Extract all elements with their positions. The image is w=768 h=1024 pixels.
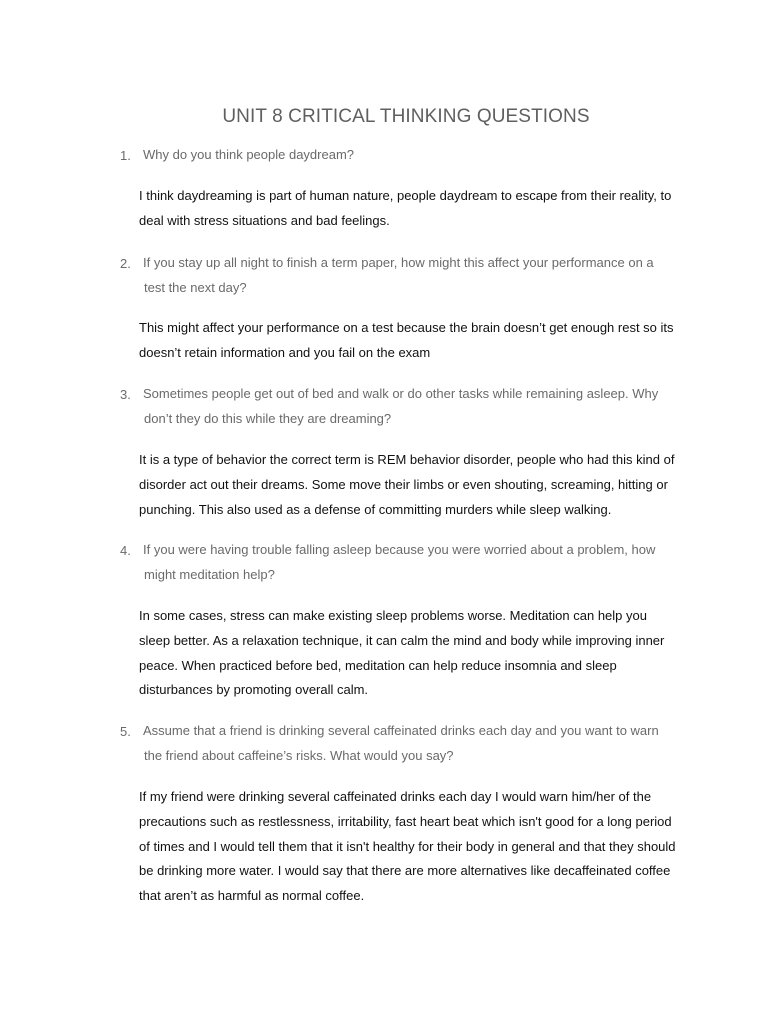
question-line: If you stay up all night to finish a term paper, how might this affect your performance on a xyxy=(143,255,654,270)
question-number: 1. xyxy=(120,148,131,163)
answer-line: disorder act out their dreams. Some move their limbs or even shouting, screaming, hitting or xyxy=(139,476,668,492)
question-line: Why do you think people daydream? xyxy=(143,147,355,162)
question-text xyxy=(143,719,673,768)
page-title: UNIT 8 CRITICAL THINKING QUESTIONS xyxy=(222,106,590,127)
answer-line: that aren’t as harmful as normal coffee. xyxy=(139,888,365,904)
answer-line: of times and I would tell them that it isn't healthy for their body in general and that they should xyxy=(139,838,676,854)
answer-line: disturbances by promoting overall calm. xyxy=(139,682,369,698)
question-text xyxy=(143,538,673,587)
question-line: Assume that a friend is drinking several caffeinated drinks each day and you want to warn xyxy=(143,723,659,738)
answer-line: be drinking more water. I would say that there are more alternatives like decaffeinated coffee xyxy=(139,863,671,879)
question-line: might meditation help? xyxy=(144,566,275,582)
question-line: test the next day? xyxy=(144,279,247,295)
question-text xyxy=(143,143,673,168)
answer-line: deal with stress situations and bad feelings. xyxy=(139,212,390,228)
answer-text xyxy=(139,785,684,909)
answer-text xyxy=(139,448,684,522)
answer-line: It is a type of behavior the correct term is REM behavior disorder, people who had this kind of xyxy=(139,452,675,467)
question-line: the friend about caffeine’s risks. What would you say? xyxy=(144,747,454,763)
answer-line: punching. This also used as a defense of committing murders while sleep walking. xyxy=(139,501,612,517)
question-number: 2. xyxy=(120,256,131,271)
answer-line: precautions such as restlessness, irritability, fast heart beat which isn't good for a long period xyxy=(139,813,672,829)
question-number: 3. xyxy=(120,387,131,402)
question-line: don’t they do this while they are dreaming? xyxy=(144,410,392,426)
answer-line: doesn’t retain information and you fail on the exam xyxy=(139,344,431,360)
question-text xyxy=(143,382,673,431)
answer-line: I think daydreaming is part of human nature, people daydream to escape from their reality, to xyxy=(139,188,672,203)
question-number: 4. xyxy=(120,543,131,558)
question-line: Sometimes people get out of bed and walk or do other tasks while remaining asleep. Why xyxy=(143,386,659,401)
answer-line: In some cases, stress can make existing sleep problems worse. Meditation can help you xyxy=(139,608,647,623)
answer-text xyxy=(139,604,684,703)
answer-line: sleep better. As a relaxation technique, it can calm the mind and body while improving inner xyxy=(139,632,665,648)
question-text xyxy=(143,251,673,300)
answer-line: peace. When practiced before bed, meditation can help reduce insomnia and sleep xyxy=(139,657,617,673)
question-line: If you were having trouble falling asleep because you were worried about a problem, how xyxy=(143,542,656,557)
answer-text xyxy=(139,184,684,234)
question-number: 5. xyxy=(120,724,131,739)
answer-line: This might affect your performance on a test because the brain doesn’t get enough rest so its xyxy=(139,320,674,335)
answer-text xyxy=(139,316,684,366)
answer-line: If my friend were drinking several caffeinated drinks each day I would warn him/her of the xyxy=(139,789,652,804)
